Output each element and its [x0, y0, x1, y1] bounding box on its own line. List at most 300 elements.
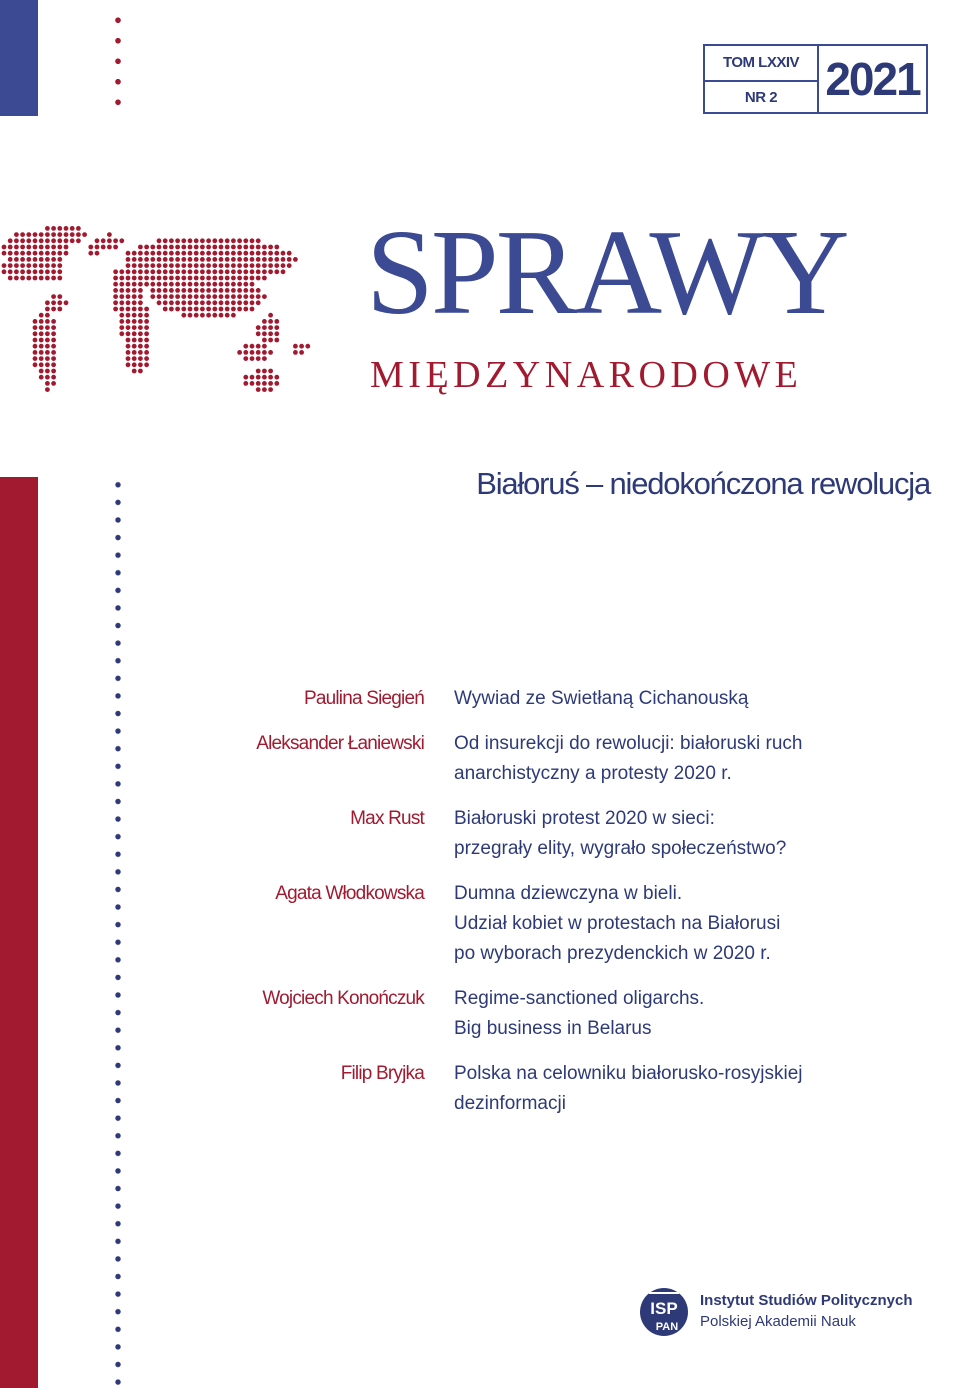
map-dot [268, 381, 273, 386]
map-dot [150, 251, 155, 256]
issue-divider [705, 80, 817, 82]
map-dot [237, 300, 242, 305]
map-dot [250, 245, 255, 250]
map-dot [45, 356, 50, 361]
map-dot [256, 300, 261, 305]
map-dot [157, 269, 162, 274]
map-dot [225, 282, 230, 287]
toc-title [454, 804, 786, 864]
map-dot [2, 251, 7, 256]
map-dot [194, 307, 199, 312]
map-dot [132, 325, 137, 330]
map-dot [219, 245, 224, 250]
map-dot [206, 251, 211, 256]
map-dot [33, 245, 38, 250]
map-dot [175, 251, 180, 256]
map-dot [138, 319, 143, 324]
map-dot [175, 288, 180, 293]
map-dot [268, 387, 273, 392]
map-dot [256, 251, 261, 256]
toc-author: Filip Bryjka [340, 1063, 424, 1084]
map-dot [14, 276, 19, 281]
map-dot [45, 362, 50, 367]
map-dot [225, 251, 230, 256]
map-dot [132, 282, 137, 287]
map-dot [237, 350, 242, 355]
map-dot [256, 331, 261, 336]
map-dot [20, 263, 25, 268]
map-dot [219, 307, 224, 312]
toc-title [454, 879, 780, 969]
map-dot [132, 269, 137, 274]
map-dot [219, 300, 224, 305]
map-dot [274, 257, 279, 262]
table-of-contents [200, 684, 920, 1134]
blue-dotted-line [115, 476, 121, 1388]
map-dot [144, 362, 149, 367]
map-dot [194, 238, 199, 243]
map-dot [132, 300, 137, 305]
map-dot [51, 294, 56, 299]
map-dot [274, 375, 279, 380]
map-dot [39, 369, 44, 374]
map-dot [76, 232, 81, 237]
map-dot [225, 294, 230, 299]
map-dot [256, 276, 261, 281]
map-dot [299, 350, 304, 355]
map-dot [51, 362, 56, 367]
map-dot [138, 245, 143, 250]
map-dot [225, 257, 230, 262]
map-dot [181, 263, 186, 268]
map-dot [200, 276, 205, 281]
map-dot [132, 344, 137, 349]
map-dot [163, 245, 168, 250]
map-dot [231, 269, 236, 274]
map-dot [138, 338, 143, 343]
map-dot [237, 245, 242, 250]
map-dot [144, 269, 149, 274]
map-dot [126, 251, 131, 256]
map-dot [126, 356, 131, 361]
map-dot [138, 251, 143, 256]
publisher-subname: Polskiej Akademii Nauk [700, 1313, 856, 1330]
map-dot [138, 313, 143, 318]
map-dot [274, 319, 279, 324]
map-dot [95, 251, 100, 256]
world-map-dots-icon [0, 212, 320, 402]
map-dot [126, 282, 131, 287]
map-dot [132, 294, 137, 299]
map-dot [51, 344, 56, 349]
map-dot [175, 263, 180, 268]
map-dot [126, 288, 131, 293]
map-dot [126, 331, 131, 336]
journal-subtitle: MIĘDZYNARODOWE [370, 354, 803, 396]
map-dot [175, 282, 180, 287]
map-dot [45, 300, 50, 305]
map-dot [132, 319, 137, 324]
map-dot [8, 238, 13, 243]
map-dot [262, 319, 267, 324]
map-dot [243, 269, 248, 274]
map-dot [194, 300, 199, 305]
map-dot [45, 369, 50, 374]
map-dot [20, 276, 25, 281]
map-dot [126, 294, 131, 299]
map-dot [243, 307, 248, 312]
map-dot [206, 238, 211, 243]
map-dot [132, 338, 137, 343]
map-dot [169, 294, 174, 299]
map-dot [119, 307, 124, 312]
map-dot [138, 263, 143, 268]
map-dot [163, 282, 168, 287]
map-dot [169, 300, 174, 305]
map-dot [225, 245, 230, 250]
map-dot [138, 350, 143, 355]
map-dot [206, 294, 211, 299]
map-dot [64, 251, 69, 256]
map-dot [268, 338, 273, 343]
map-dot [206, 276, 211, 281]
toc-entry [200, 879, 920, 969]
map-dot [157, 282, 162, 287]
publisher-block [638, 1284, 948, 1344]
map-dot [250, 294, 255, 299]
map-dot [200, 257, 205, 262]
map-dot [150, 263, 155, 268]
map-dot [57, 232, 62, 237]
map-dot [39, 263, 44, 268]
map-dot [33, 344, 38, 349]
map-dot [181, 257, 186, 262]
map-dot [119, 331, 124, 336]
map-dot [262, 344, 267, 349]
map-dot [144, 263, 149, 268]
map-dot [113, 238, 118, 243]
map-dot [45, 251, 50, 256]
map-dot [26, 251, 31, 256]
map-dot [188, 294, 193, 299]
map-dot [51, 307, 56, 312]
map-dot [200, 245, 205, 250]
map-dot [20, 257, 25, 262]
toc-title-line: po wyborach prezydenckich w 2020 r. [454, 943, 771, 964]
map-dot [33, 325, 38, 330]
map-dot [250, 375, 255, 380]
map-dot [138, 294, 143, 299]
map-dot [45, 263, 50, 268]
map-dot [194, 245, 199, 250]
map-dot [243, 294, 248, 299]
toc-title [454, 684, 748, 714]
journal-title: SPRAWY [366, 205, 847, 340]
map-dot [51, 300, 56, 305]
map-dot [243, 251, 248, 256]
map-dot [175, 238, 180, 243]
map-dot [181, 251, 186, 256]
map-dot [33, 238, 38, 243]
map-dot [45, 257, 50, 262]
map-dot [138, 300, 143, 305]
map-dot [157, 300, 162, 305]
map-dot [243, 381, 248, 386]
map-dot [256, 344, 261, 349]
map-dot [225, 313, 230, 318]
map-dot [33, 232, 38, 237]
map-dot [287, 257, 292, 262]
map-dot [262, 331, 267, 336]
map-dot [194, 313, 199, 318]
map-dot [119, 288, 124, 293]
map-dot [8, 269, 13, 274]
map-dot [175, 294, 180, 299]
map-dot [163, 257, 168, 262]
issue-theme-title: Białoruś – niedokończona rewolucja [476, 466, 930, 501]
map-dot [200, 263, 205, 268]
map-dot [45, 226, 50, 231]
map-dot [45, 325, 50, 330]
map-dot [144, 313, 149, 318]
map-dot [126, 362, 131, 367]
map-dot [51, 263, 56, 268]
map-dot [250, 263, 255, 268]
map-dot [113, 245, 118, 250]
map-dot [188, 251, 193, 256]
map-dot [256, 245, 261, 250]
map-dot [268, 251, 273, 256]
map-dot [132, 313, 137, 318]
map-dot [64, 232, 69, 237]
map-dot [212, 269, 217, 274]
map-dot [169, 282, 174, 287]
map-dot [188, 288, 193, 293]
map-dot [150, 269, 155, 274]
map-dot [250, 288, 255, 293]
map-dot [57, 245, 62, 250]
map-dot [76, 226, 81, 231]
map-dot [157, 288, 162, 293]
map-dot [64, 300, 69, 305]
map-dot [231, 294, 236, 299]
map-dot [231, 282, 236, 287]
map-dot [256, 350, 261, 355]
map-dot [212, 245, 217, 250]
issue-volume-cell [705, 46, 819, 112]
map-dot [150, 276, 155, 281]
map-dot [206, 269, 211, 274]
map-dot [188, 269, 193, 274]
map-dot [113, 269, 118, 274]
map-dot [194, 251, 199, 256]
map-dot [51, 269, 56, 274]
toc-entry [200, 684, 920, 714]
map-dot [132, 263, 137, 268]
map-dot [119, 269, 124, 274]
map-dot [39, 257, 44, 262]
map-dot [107, 245, 112, 250]
map-dot [163, 276, 168, 281]
map-dot [225, 263, 230, 268]
map-dot [194, 257, 199, 262]
map-dot [70, 232, 75, 237]
year-label: 2021 [825, 53, 920, 105]
map-dot [45, 313, 50, 318]
map-dot [243, 375, 248, 380]
map-dot [119, 319, 124, 324]
map-dot [181, 282, 186, 287]
map-dot [256, 263, 261, 268]
map-dot [113, 294, 118, 299]
map-dot [237, 238, 242, 243]
map-dot [243, 300, 248, 305]
map-dot [64, 238, 69, 243]
map-dot [45, 307, 50, 312]
map-dot [250, 257, 255, 262]
map-dot [169, 245, 174, 250]
map-dot [262, 338, 267, 343]
map-dot [212, 288, 217, 293]
map-dot [45, 276, 50, 281]
map-dot [132, 362, 137, 367]
map-dot [51, 381, 56, 386]
toc-entry [200, 984, 920, 1044]
map-dot [212, 282, 217, 287]
map-dot [237, 269, 242, 274]
map-dot [274, 245, 279, 250]
map-dot [194, 294, 199, 299]
map-dot [243, 245, 248, 250]
map-dot [262, 350, 267, 355]
map-dot [45, 350, 50, 355]
map-dot [274, 269, 279, 274]
map-dot [256, 257, 261, 262]
map-dot [256, 325, 261, 330]
map-dot [20, 245, 25, 250]
map-dot [138, 276, 143, 281]
map-dot [39, 356, 44, 361]
map-dot [200, 282, 205, 287]
map-dot [212, 276, 217, 281]
map-dot [206, 307, 211, 312]
toc-title-line: Wywiad ze Swietłaną Cichanouską [454, 688, 749, 709]
map-dot [45, 338, 50, 343]
map-dot [206, 288, 211, 293]
map-dot [299, 344, 304, 349]
map-dot [200, 251, 205, 256]
map-dot [219, 282, 224, 287]
map-dot [14, 251, 19, 256]
map-dot [231, 288, 236, 293]
map-dot [206, 300, 211, 305]
map-dot [250, 344, 255, 349]
map-dot [150, 282, 155, 287]
map-dot [274, 381, 279, 386]
map-dot [14, 257, 19, 262]
map-dot [26, 257, 31, 262]
map-dot [250, 381, 255, 386]
map-dot [237, 251, 242, 256]
map-dot [39, 331, 44, 336]
map-dot [268, 369, 273, 374]
map-dot [57, 269, 62, 274]
map-dot [250, 282, 255, 287]
map-dot [237, 257, 242, 262]
map-dot [188, 276, 193, 281]
map-dot [138, 325, 143, 330]
map-dot [138, 307, 143, 312]
map-dot [2, 245, 7, 250]
map-dot [45, 232, 50, 237]
map-dot [237, 276, 242, 281]
logo-text-top: ISP [650, 1299, 678, 1318]
map-dot [181, 269, 186, 274]
map-dot [144, 331, 149, 336]
map-dot [39, 232, 44, 237]
map-dot [2, 269, 7, 274]
map-dot [268, 331, 273, 336]
map-dot [26, 238, 31, 243]
map-dot [243, 350, 248, 355]
map-dot [150, 257, 155, 262]
map-dot [144, 307, 149, 312]
map-dot [262, 245, 267, 250]
map-dot [126, 319, 131, 324]
map-dot [126, 300, 131, 305]
map-dot [175, 300, 180, 305]
map-dot [256, 387, 261, 392]
map-dot [33, 269, 38, 274]
map-dot [287, 263, 292, 268]
map-dot [250, 350, 255, 355]
map-dot [274, 338, 279, 343]
map-dot [51, 369, 56, 374]
map-dot [51, 276, 56, 281]
map-dot [169, 238, 174, 243]
map-dot [51, 325, 56, 330]
map-dot [51, 257, 56, 262]
map-dot [175, 307, 180, 312]
map-dot [181, 313, 186, 318]
toc-title-line: Od insurekcji do rewolucji: białoruski ruch [454, 733, 803, 754]
map-dot [119, 282, 124, 287]
map-dot [231, 300, 236, 305]
map-dot [157, 294, 162, 299]
issue-info-box [703, 44, 928, 114]
map-dot [219, 269, 224, 274]
map-dot [144, 319, 149, 324]
map-dot [132, 307, 137, 312]
map-dot [169, 276, 174, 281]
map-dot [262, 294, 267, 299]
toc-title [454, 729, 802, 789]
toc-title-line: Big business in Belarus [454, 1018, 652, 1039]
map-dot [39, 325, 44, 330]
map-dot [157, 276, 162, 281]
map-dot [132, 276, 137, 281]
map-dot [212, 300, 217, 305]
map-dot [212, 294, 217, 299]
map-dot [51, 226, 56, 231]
map-dot [188, 263, 193, 268]
map-dot [126, 325, 131, 330]
map-dot [39, 362, 44, 367]
map-dot [20, 232, 25, 237]
map-dot [39, 251, 44, 256]
map-dot [138, 257, 143, 262]
map-dot [169, 257, 174, 262]
